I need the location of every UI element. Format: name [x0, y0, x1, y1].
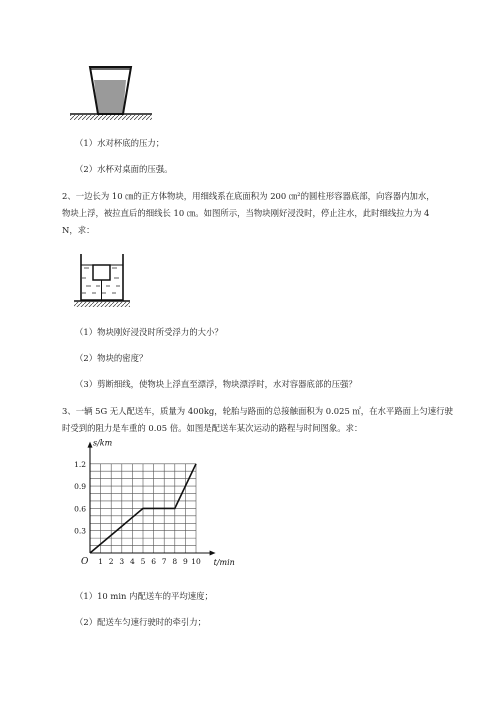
- x-tick-label: 2: [108, 557, 114, 566]
- problem2-stem: [62, 188, 467, 239]
- problem1-question-2: （2）水杯对桌面的压强。: [75, 164, 173, 174]
- container-figure: [72, 252, 132, 310]
- x-tick-label: 1: [98, 557, 103, 566]
- origin-label: O: [81, 557, 89, 567]
- problem2-stem-line-1: 2、一边长为 10 ㎝的正方体物块，用细线系在底面积为 200 ㎝²的圆柱形容器底部，向容器内加水，: [62, 191, 435, 201]
- y-tick-label: 1.2: [74, 459, 86, 469]
- cup-figure: [66, 60, 156, 122]
- table-hatch: [70, 115, 152, 120]
- x-tick-label: 8: [172, 557, 178, 566]
- chart-axes: [81, 439, 235, 567]
- problem3-stem-line-1: 3、一辆 5G 无人配送车，质量为 400kg，轮胎与路面的总接触面积为 0.025 ㎡，在水平路面上匀速行驶: [62, 406, 453, 416]
- problem1-question-1: （1）水对杯底的压力；: [75, 138, 165, 148]
- distance-time-chart: [60, 438, 240, 580]
- water-fill: [94, 80, 126, 114]
- problem2-question-3: （3）剪断细线，使物块上浮直至漂浮，物块漂浮时，水对容器底部的压强？: [75, 379, 357, 389]
- problem2-question-2: （2）物块的密度？: [75, 353, 148, 363]
- problem3-stem: [62, 403, 467, 437]
- x-tick-label: 7: [161, 557, 167, 566]
- block: [93, 265, 110, 280]
- y-axis-arrow: [88, 442, 93, 448]
- problem3-stem-line-2: 时受到的阻力是车重的 0.05 倍。如图是配送车某次运动的路程与时间图象。求：: [62, 423, 363, 433]
- x-tick-label: 5: [140, 557, 146, 566]
- x-tick-label: 3: [119, 557, 125, 566]
- problem3-question-2: （2）配送车匀速行驶时的牵引力；: [75, 617, 206, 627]
- problem2-question-1: （1）物块刚好浸没时所受浮力的大小？: [75, 327, 223, 337]
- x-tick-label: 10: [191, 557, 201, 566]
- x-axis-arrow: [210, 551, 216, 556]
- y-tick-label: 0.9: [74, 482, 86, 492]
- y-axis-label: s/km: [93, 438, 113, 448]
- problem2-stem-line-3: N，求：: [62, 225, 95, 235]
- x-axis-label: t/min: [213, 558, 235, 567]
- x-tick-label: 4: [130, 557, 135, 566]
- problem2-stem-line-2: 物块上浮，被拉直后的细线长 10 ㎝。如图所示，当物块刚好浸没时，停止注水，此时细线拉力为 4: [62, 208, 430, 218]
- x-tick-label: 6: [151, 557, 156, 566]
- x-tick-label: 9: [183, 557, 188, 566]
- y-tick-label: 0.6: [74, 504, 86, 514]
- problem3-question-1: （1）10 min 内配送车的平均速度；: [75, 591, 213, 601]
- y-tick-label: 0.3: [74, 526, 86, 536]
